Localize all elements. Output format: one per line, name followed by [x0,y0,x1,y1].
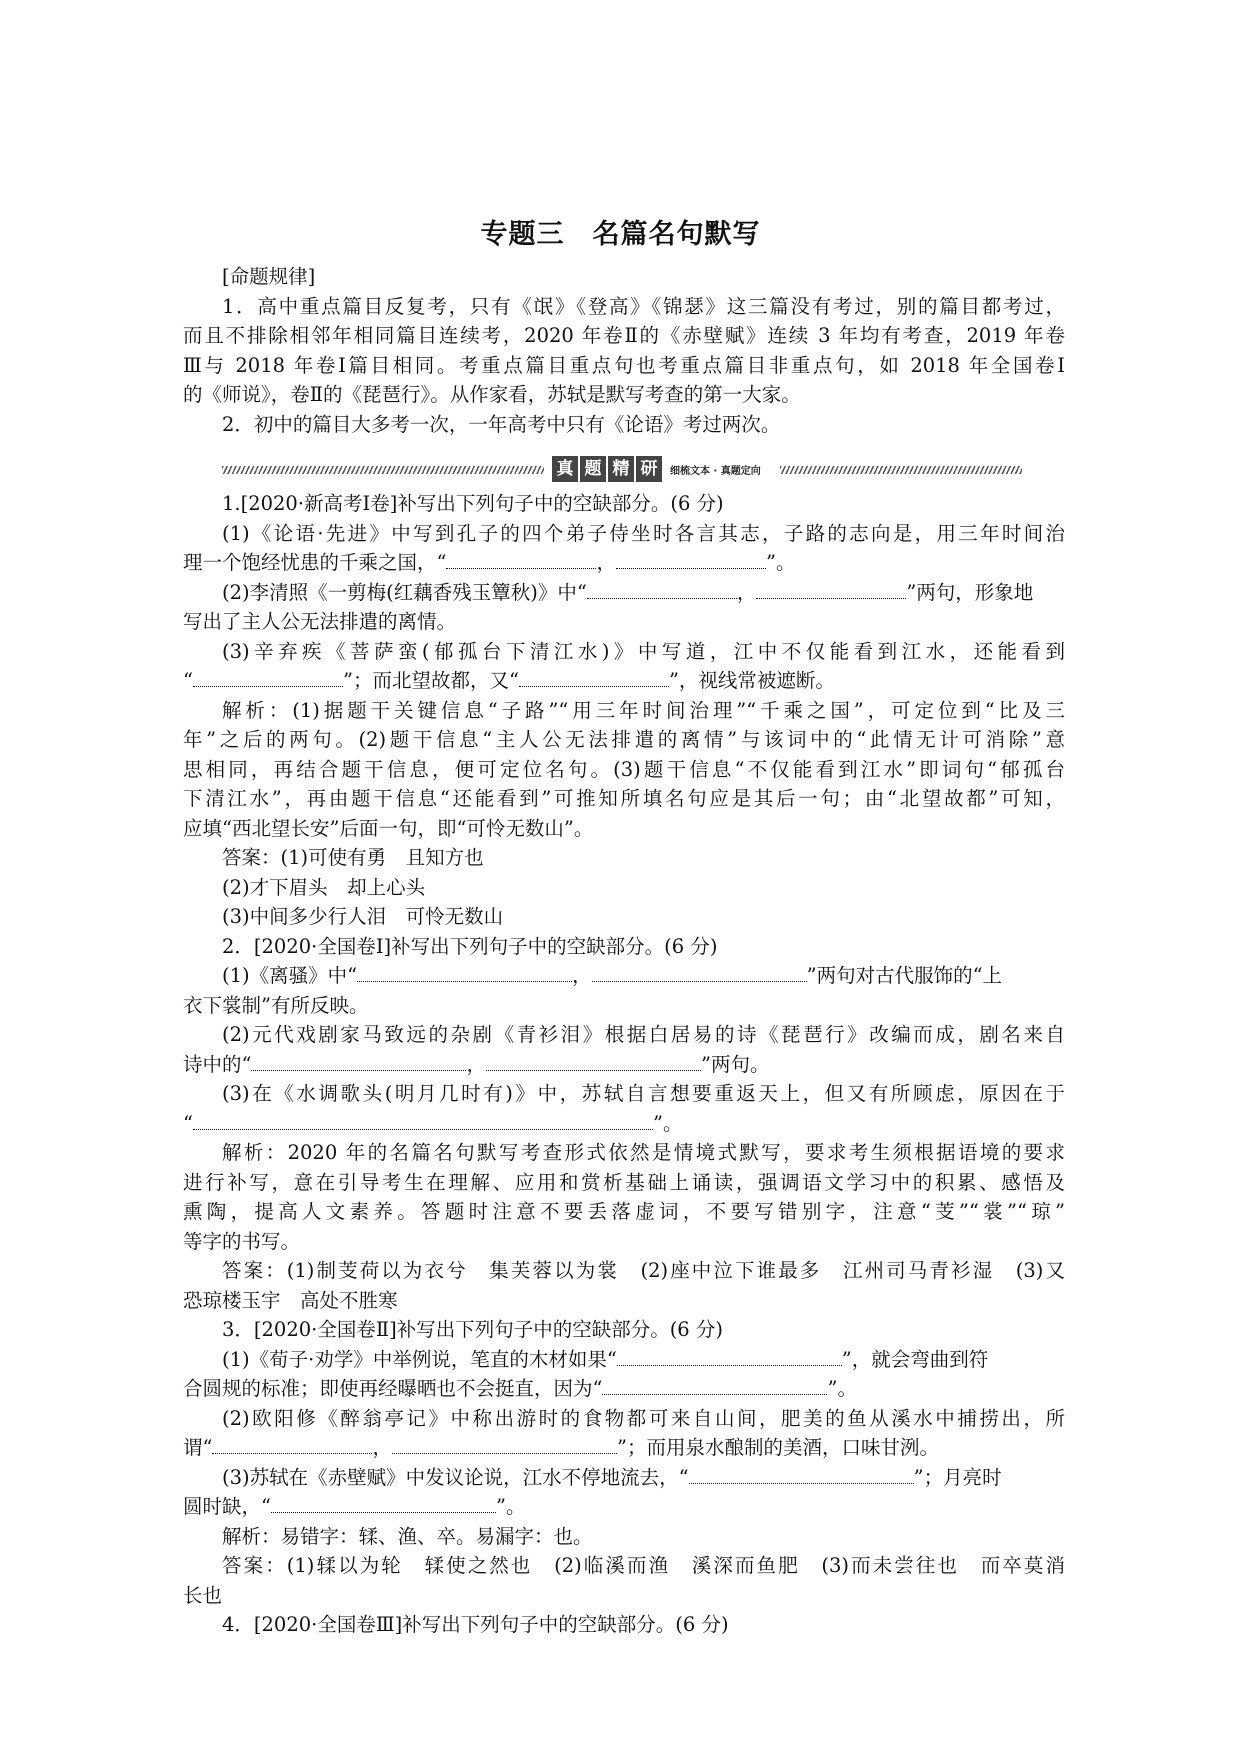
question-text: 合圆规的标准；即使再经曝晒也不会挺直，因为“ ”。 [183,1377,857,1400]
answer-blank[interactable] [446,552,596,569]
question-text: (2)元代戏剧家马致远的杂剧《青衫泪》根据白居易的诗《琵琶行》改编而成，剧名来自 [222,1023,1065,1046]
question-text: 诗中的“ ， ”两句。 [183,1052,770,1076]
analysis-text: 应填“西北望长安”后面一句，即“可怜无数山”。 [183,816,594,840]
question-text: “ ”。 [183,1111,683,1135]
question-text: (3)苏轼在《赤壁赋》中发议论说，江水不停地流去，“ ”；月亮时 [222,1465,1002,1489]
rule-line: 的《师说》，卷Ⅱ的《琵琶行》。从作家看，苏轼是默写考查的第一大家。 [183,383,801,406]
answer-text: 答案：(1)制芰荷以为衣兮 集芙蓉以为裳 (2)座中泣下谁最多 江州司马青衫湿 (3)又 [222,1259,1065,1282]
question-text: (3)辛弃疾《菩萨蛮(郁孤台下清江水)》中写道，江中不仅能看到江水，还能看到 [222,639,1065,663]
question-text: (1)《离骚》中“ ， ”两句对古代服饰的“上 [222,964,1003,987]
question-text: 谓“ ， ”；而用泉水酿制的美酒，口味甘洌。 [183,1436,939,1459]
answer-blank[interactable] [587,582,737,599]
rule-line: 而且不排除相邻年相同篇目连续考，2020 年卷Ⅱ的《赤壁赋》连续 3 年均有考查，2019 年卷 [183,324,1065,347]
banner-subtitle: 细梳文本 · 真题定向 [670,466,761,477]
banner-char: 真 [552,456,578,482]
page-title: 专题三 名篇名句默写 [480,219,761,250]
analysis-text: 思相同，再结合题干信息，便可定位名句。(3)题干信息“不仅能看到江水”即词句“郁孤台 [183,757,1065,781]
answer-blank[interactable] [617,1349,842,1366]
answer-text: 长也 [183,1583,223,1607]
question-text: “ ”；而北望故都，又“ ”，视线常被遮断。 [183,669,835,692]
analysis-text: 解析：2020 年的名篇名句默写考查形式依然是情境式默写，要求考生须根据语境的要求 [222,1141,1065,1164]
rule-line: Ⅲ与 2018 年卷Ⅰ篇目相同。考重点篇目重点句也考重点篇目非重点句，如 2018 年全国卷Ⅰ [183,353,1065,377]
answer-blank[interactable] [193,1113,653,1130]
answer-text: (3)中间多少行人泪 可怜无数山 [222,905,504,928]
question-heading: 3．[2020·全国卷Ⅱ]补写出下列句子中的空缺部分。(6 分) [222,1318,724,1341]
answer-blank[interactable] [271,1496,496,1513]
banner-char: 研 [636,456,662,482]
analysis-text: 下清江水”，再由题干信息“还能看到”可推知所填名句应是其后一句；由“北望故都”可知， [183,787,1065,810]
question-text: 写出了主人公无法排遣的离情。 [183,610,457,633]
answer-blank[interactable] [602,1378,827,1395]
analysis-text: 等字的书写。 [183,1229,301,1253]
analysis-text: 熏陶，提高人文素养。答题时注意不要丢落虚词，不要写错别字，注意“芰”“裳”“琼” [183,1200,1065,1223]
answer-blank[interactable] [592,965,807,982]
question-text: 理一个饱经忧患的千乘之国，“ ， ”。 [183,551,796,574]
question-text: (3)在《水调歌头(明月几时有)》中，苏轼自言想要重返天上，但又有所顾虑，原因在于 [222,1082,1065,1105]
answer-blank[interactable] [689,1467,914,1484]
answer-text: (2)才下眉头 却上心头 [222,875,426,899]
question-text: (2)欧阳修《醉翁亭记》中称出游时的食物都可来自山间，肥美的鱼从溪水中捕捞出，所 [222,1406,1065,1430]
rule-heading: [命题规律] [222,265,316,288]
answer-blank[interactable] [193,670,343,687]
banner-char: 题 [580,456,606,482]
analysis-text: 解析：易错字：𫐓、渔、卒。易漏字：也。 [222,1524,593,1548]
question-text: (2)李清照《一剪梅(红藕香残玉簟秋)》中“ ， ”两句，形象地 [222,580,1034,604]
answer-blank[interactable] [519,670,669,687]
document-body [183,262,1065,1640]
answer-blank[interactable] [251,1054,466,1071]
rule-line: 2．初中的篇目大多考一次，一年高考中只有《论语》考过两次。 [222,412,781,436]
answer-text: 恐琼楼玉宇 高处不胜寒 [183,1288,398,1312]
answer-blank[interactable] [357,965,572,982]
question-text: (1)《荀子·劝学》中举例说，笔直的木材如果“ ”，就会弯曲到符 [222,1347,989,1371]
question-text: 圆时缺，“ ”。 [183,1495,526,1518]
answer-blank[interactable] [212,1437,372,1454]
question-text: (1)《论语·先进》中写到孔子的四个弟子侍坐时各言其志，子路的志向是，用三年时间治 [222,521,1065,545]
analysis-text: 进行补写，意在引导考生在理解、应用和赏析基础上诵读，强调语文学习中的积累、感悟及 [183,1170,1065,1194]
rule-line: 1．高中重点篇目反复考，只有《氓》《登高》《锦瑟》这三篇没有考过，别的篇目都考过， [222,294,1065,318]
question-heading: 1.[2020·新高考Ⅰ卷]补写出下列句子中的空缺部分。(6 分) [222,492,724,515]
answer-blank[interactable] [756,582,906,599]
answer-blank[interactable] [486,1054,701,1071]
banner-char: 精 [608,456,634,482]
answer-text: 答案：(1)可使有勇 且知方也 [222,846,484,869]
analysis-text: 解析：(1)据题干关键信息“子路”“用三年时间治理”“千乘之国”，可定位到“比及三 [222,698,1065,722]
question-text: 衣下裳制”有所反映。 [183,993,369,1017]
answer-blank[interactable] [616,552,766,569]
question-heading: 4．[2020·全国卷Ⅲ]补写出下列句子中的空缺部分。(6 分) [222,1613,729,1636]
question-heading: 2．[2020·全国卷Ⅰ]补写出下列句子中的空缺部分。(6 分) [222,934,718,958]
analysis-text: 年”之后的两句。(2)题干信息“主人公无法排遣的离情”与该词中的“此情无计可消除”意 [183,728,1065,751]
answer-blank[interactable] [392,1437,617,1454]
answer-text: 答案：(1)𫐓以为轮 𫐓使之然也 (2)临溪而渔 溪深而鱼肥 (3)而未尝往也 而卒莫消 [222,1554,1065,1577]
